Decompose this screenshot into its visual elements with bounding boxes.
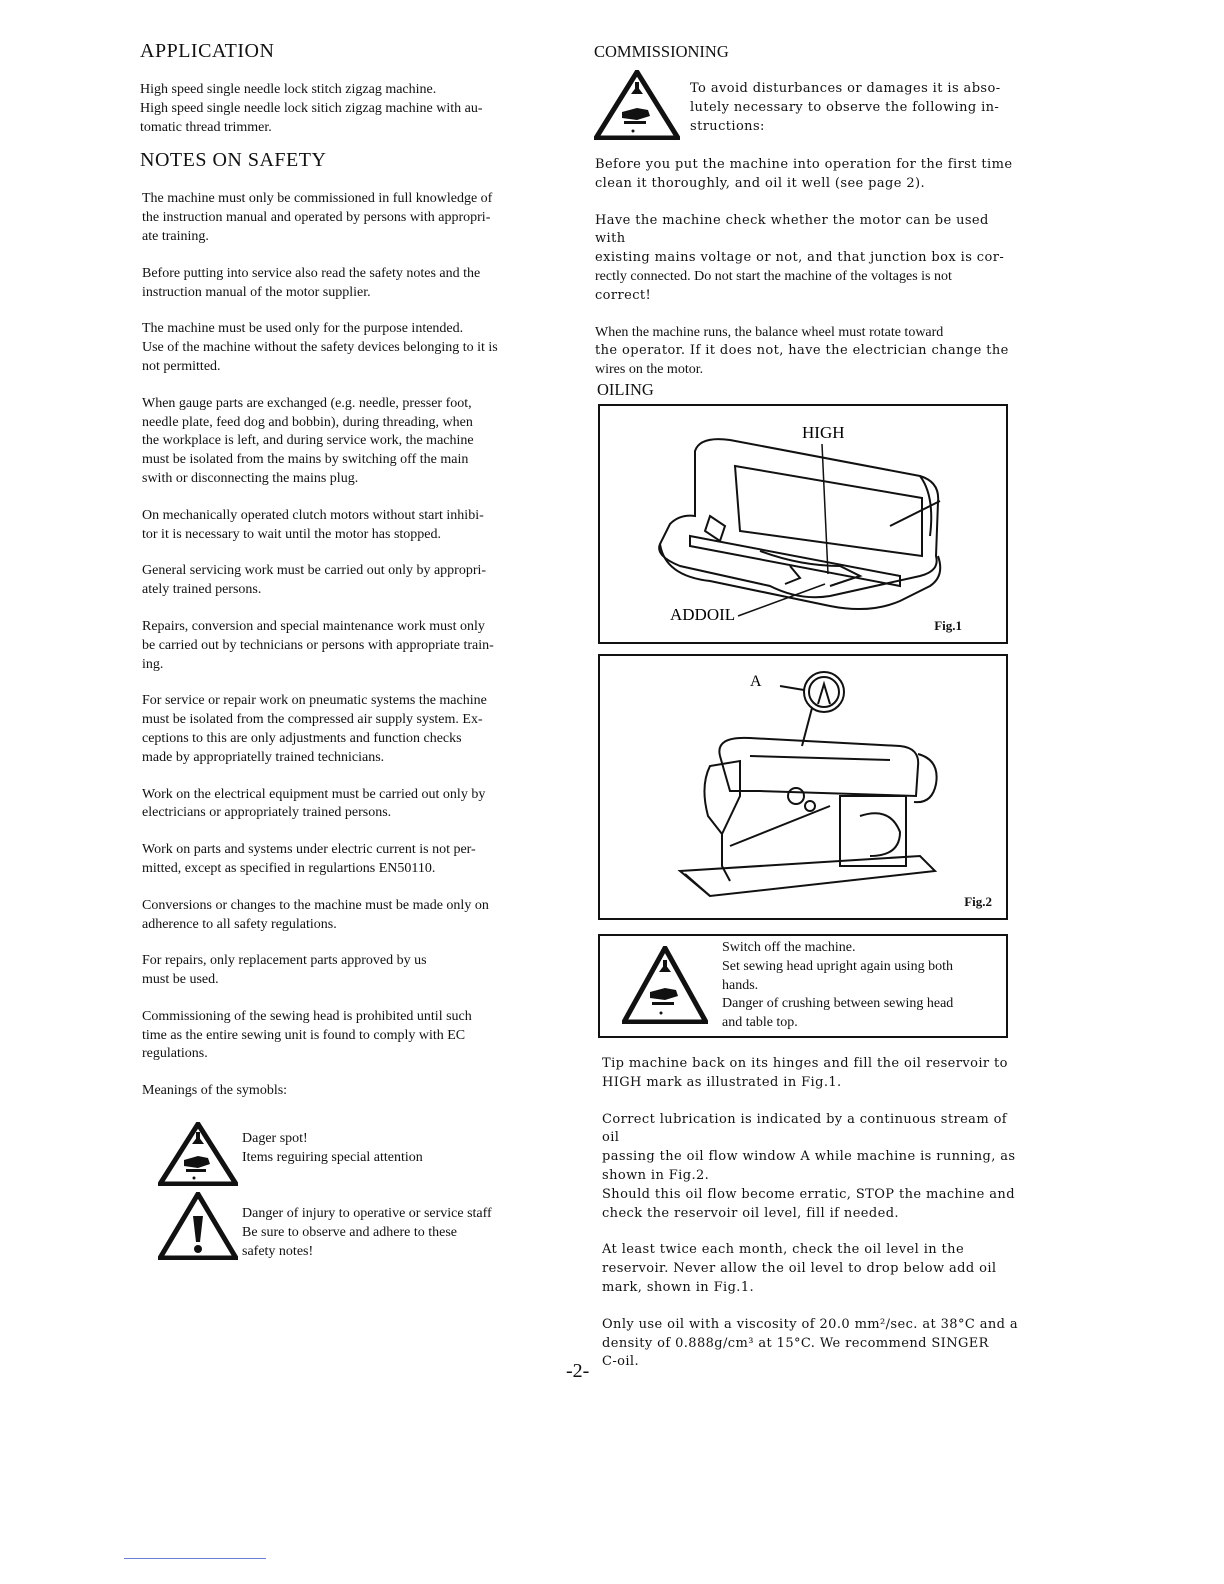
text-line: ceptions to this are only adjustments and function checks [142,730,462,746]
safety-paragraph [142,190,540,246]
paragraph [595,324,1015,380]
text-line: Conversions or changes to the machine must be made only on [142,897,489,913]
text-line: Before you put the machine into operation for the first time [595,157,1013,172]
high-label: HIGH [802,423,845,442]
safety-paragraph [142,897,540,935]
paragraph [602,1241,1022,1297]
text-line: time as the entire sewing unit is found to comply with EC [142,1027,466,1043]
safety-paragraph [142,841,540,879]
commissioning-warning-text [690,80,1020,136]
text-line: clean it thoroughly, and oil it well (see page 2). [595,175,926,191]
figure-1 [598,404,1008,644]
text-line: hands. [722,977,759,993]
text-line: Tip machine back on its hinges and fill the oil reservoir to [602,1056,1008,1071]
text-line: structions: [690,118,765,134]
text-line: When the machine runs, the balance wheel must rotate toward [595,324,944,340]
addoil-label: ADDOIL [670,605,736,624]
figure-2-caption: Fig.2 [964,894,992,909]
text-line: reservoir. Never allow the oil level to drop below add oil [602,1261,997,1277]
text-line: passing the oil flow window A while machine is running, as [602,1149,1016,1165]
text-line: Danger of injury to operative or service staff [242,1206,492,1221]
safety-paragraph [142,265,540,303]
text-line: C-oil. [602,1354,640,1370]
text-line: For service or repair work on pneumatic systems the machine [142,693,487,709]
text-line: the workplace is left, and during service work, the machine [142,433,474,449]
text-line: regulations. [142,1046,208,1062]
text-line: Correct lubrication is indicated by a continuous stream of oil [602,1111,1008,1146]
text-line: Work on the electrical equipment must be carried out only by [142,786,486,802]
text-line: The machine must only be commissioned in full knowledge of [142,191,493,207]
application-heading: APPLICATION [140,40,275,62]
text-line: When gauge parts are exchanged (e.g. needle, presser foot, [142,395,472,411]
text-line: be carried out by technicians or persons with appropriate train- [142,637,494,653]
text-line: Should this oil flow become erratic, STOP the machine and [602,1186,1015,1202]
text-line: Commissioning of the sewing head is prohibited until such [142,1008,472,1024]
text-line: must be isolated from the compressed air supply system. Ex- [142,712,483,728]
text-line: electricians or appropriately trained persons. [142,805,392,821]
text-line: made by appropriatelly trained technicians. [142,749,385,765]
safety-paragraph [142,562,540,600]
text-line: correct! [595,287,652,303]
text-line: rectly connected. Do not start the machine of the voltages is not [595,268,952,284]
notes-on-safety-heading: NOTES ON SAFETY [140,149,327,172]
figure-2 [598,654,1008,920]
text-line: safety notes! [242,1243,314,1259]
text-line: Use of the machine without the safety devices belonging to it is [142,340,498,356]
text-line: HIGH mark as illustrated in Fig.1. [602,1074,842,1090]
text-line: must be used. [142,972,219,988]
text-line: The machine must be used only for the purpose intended. [142,321,464,337]
text-line: Repairs, conversion and special maintenance work must only [142,618,485,634]
oiling-heading: OILING [597,380,654,399]
text-line: not permitted. [142,358,221,374]
hand-warning-icon [594,70,680,140]
text-line: existing mains voltage or not, and that junction box is cor- [595,250,1005,266]
text-line: shown in Fig.2. [602,1167,710,1183]
text-line: Be sure to observe and adhere to these [242,1224,457,1240]
text-line: mark, shown in Fig.1. [602,1279,755,1295]
commissioning-heading: COMMISSIONING [594,42,729,61]
text-line: needle plate, feed dog and bobbin), during threading, when [142,414,473,430]
oiling-paragraphs [602,1055,1022,1372]
text-line: check the reservoir oil level, fill if needed. [602,1205,899,1221]
text-line: Only use oil with a viscosity of 20.0 mm²/sec. at 38°C and a [602,1316,1019,1332]
text-line: At least twice each month, check the oil level in the [602,1242,965,1258]
footer-divider [124,1558,266,1559]
safety-paragraph [142,507,540,545]
text-line: For repairs, only replacement parts approved by us [142,953,427,969]
paragraph [602,1316,1022,1372]
text-line: On mechanically operated clutch motors without start inhibi- [142,507,484,523]
switch-off-warning-text [722,939,953,1033]
safety-paragraph [142,1008,540,1064]
text-line: swith or disconnecting the mains plug. [142,470,359,486]
application-line: tomatic thread trimmer. [140,119,272,135]
safety-paragraph [142,320,540,376]
text-line: wires on the motor. [595,362,704,378]
a-label: A [750,673,762,690]
symbol1-text [242,1130,423,1168]
sewing-machine-illustration [600,656,1006,918]
text-line: General servicing work must be carried out only by appropri- [142,563,487,579]
text-line: the operator. If it does not, have the electrician change the [595,343,1009,359]
paragraph [595,156,1015,194]
text-line: ately trained persons. [142,582,262,598]
text-line: tor it is necessary to wait until the motor has stopped. [142,526,442,542]
symbol2-text [242,1205,492,1261]
hand-warning-icon [622,946,708,1024]
text-line: ing. [142,656,164,672]
oil-reservoir-illustration [600,406,1006,642]
text-line: adherence to all safety regulations. [142,916,337,932]
page-number: -2- [566,1360,590,1382]
safety-paragraph [142,952,540,990]
text-line: Switch off the machine. [722,940,856,955]
application-line: High speed single needle lock stitch zigzag machine. [140,82,437,97]
switch-off-warning-box [598,934,1008,1038]
text-line: Danger of crushing between sewing head [722,996,954,1012]
text-line: Items reguiring special attention [242,1149,423,1165]
text-line: density of 0.888g/cm³ at 15°C. We recommend SINGER [602,1335,989,1351]
safety-paragraph [142,692,540,767]
paragraph [595,212,1015,306]
text-line: To avoid disturbances or damages it is abso- [690,81,1001,96]
text-line: instruction manual of the motor supplier. [142,284,371,300]
text-line: must be isolated from the mains by switching off the main [142,452,469,468]
text-line: Set sewing head upright again using both [722,958,953,974]
commissioning-paragraphs [595,156,1015,380]
figure-1-caption: Fig.1 [934,618,962,633]
text-line: Before putting into service also read the safety notes and the [142,265,481,281]
text-line: the instruction manual and operated by persons with appropri- [142,210,491,226]
text-line: lutely necessary to observe the following in- [690,99,1000,115]
paragraph [602,1111,1022,1224]
safety-paragraph [142,395,540,489]
application-line: High speed single needle lock sitich zigzag machine with au- [140,100,483,116]
paragraph [602,1055,1022,1093]
left-column [140,40,540,1101]
right-column [594,42,1014,62]
text-line: and table top. [722,1015,798,1031]
exclamation-warning-icon [158,1192,238,1260]
safety-paragraph [142,786,540,824]
text-line: ate training. [142,228,209,244]
text-line: Dager spot! [242,1131,308,1146]
hand-warning-icon [158,1122,238,1186]
text-line: Have the machine check whether the motor can be used with [595,212,989,247]
symbols-heading: Meanings of the symobls: [142,1083,288,1099]
safety-paragraph [142,618,540,674]
safety-paragraphs [142,190,540,1101]
text-line: Work on parts and systems under electric current is not per- [142,842,476,858]
text-line: mitted, except as specified in regulartions EN50110. [142,860,436,876]
